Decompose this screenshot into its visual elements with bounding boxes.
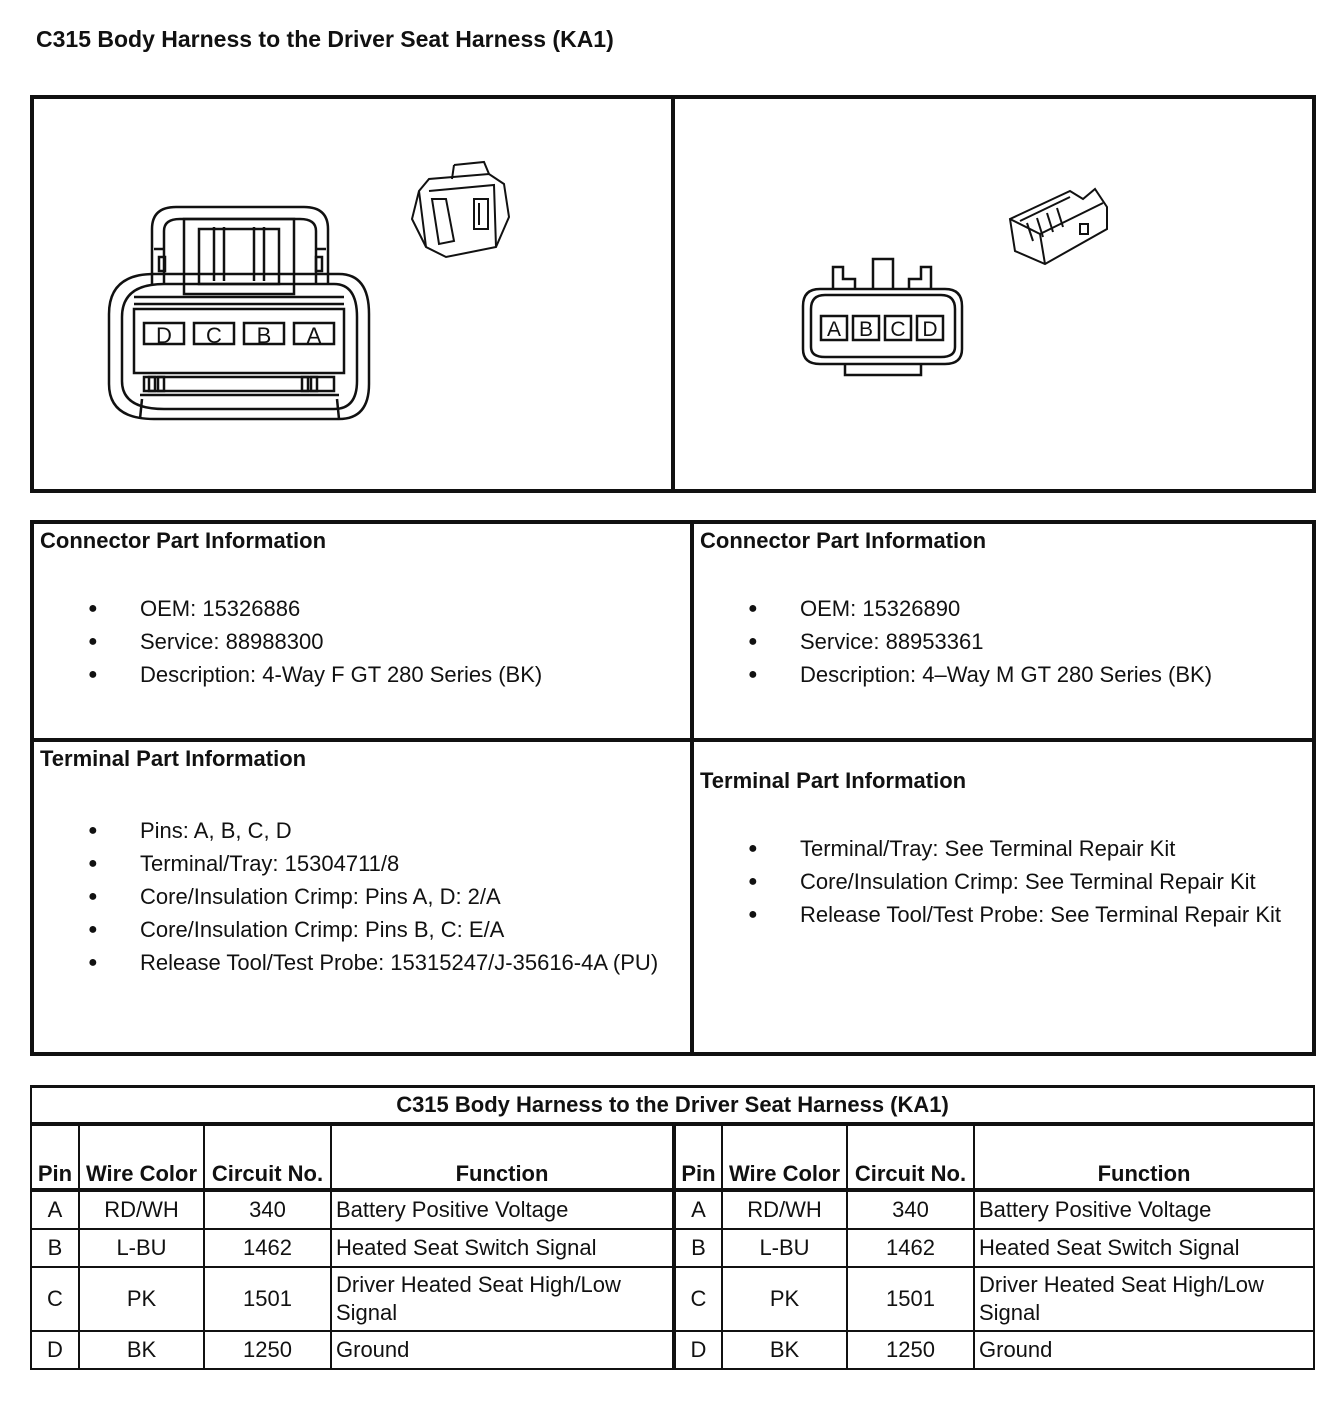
- function-cell: Battery Positive Voltage: [974, 1190, 1314, 1229]
- header-wire-color: Wire Color: [79, 1124, 204, 1190]
- header-pin: Pin: [674, 1124, 722, 1190]
- table-row: [31, 1190, 1314, 1229]
- male-pin-label: D: [922, 318, 938, 341]
- terminal-info-right: [690, 738, 1312, 1052]
- wire-color-cell: BK: [722, 1331, 847, 1369]
- section-heading: Terminal Part Information: [700, 768, 967, 793]
- wire-color-cell: L-BU: [79, 1229, 204, 1267]
- list-item: ● Terminal/Tray: See Terminal Repair Kit: [800, 834, 1306, 863]
- circuit-cell: 340: [847, 1190, 974, 1229]
- function-cell: Ground: [331, 1331, 674, 1369]
- function-cell: Driver Heated Seat High/Low Signal: [974, 1267, 1314, 1331]
- info-list: [700, 834, 1306, 929]
- page-title: C315 Body Harness to the Driver Seat Harness (KA1): [36, 26, 614, 52]
- list-item: ● Terminal/Tray: 15304711/8: [140, 849, 684, 878]
- female-pin-labels: [34, 99, 670, 489]
- male-pin-label: A: [826, 318, 842, 341]
- header-circuit-no: Circuit No.: [847, 1124, 974, 1190]
- wire-color-cell: BK: [79, 1331, 204, 1369]
- pin-table: [30, 1085, 1315, 1370]
- wire-color-cell: RD/WH: [722, 1190, 847, 1229]
- header-function: Function: [331, 1124, 674, 1190]
- male-connector-panel: [671, 99, 1312, 489]
- function-cell: Ground: [974, 1331, 1314, 1369]
- function-cell: Heated Seat Switch Signal: [974, 1229, 1314, 1267]
- list-item: ● Service: 88953361: [800, 627, 1306, 656]
- section-heading: Connector Part Information: [40, 528, 327, 553]
- pin-cell: D: [31, 1331, 79, 1369]
- male-pin-label: C: [890, 318, 906, 341]
- circuit-cell: 1501: [847, 1267, 974, 1331]
- pin-cell: B: [31, 1229, 79, 1267]
- list-item: ● Description: 4-Way F GT 280 Series (BK): [140, 660, 684, 689]
- male-pin-labels: [675, 99, 1313, 489]
- list-item: ● Core/Insulation Crimp: Pins A, D: 2/A: [140, 882, 684, 911]
- function-cell: Battery Positive Voltage: [331, 1190, 674, 1229]
- table-row: [31, 1331, 1314, 1369]
- wire-color-cell: PK: [79, 1267, 204, 1331]
- female-pin-label: A: [306, 323, 322, 348]
- pin-cell: D: [674, 1331, 722, 1369]
- header-function: Function: [974, 1124, 1314, 1190]
- table-row: [31, 1267, 1314, 1331]
- pin-cell: B: [674, 1229, 722, 1267]
- male-pin-label: B: [858, 318, 874, 341]
- list-item: ● Core/Insulation Crimp: Pins B, C: E/A: [140, 915, 684, 944]
- info-list: [40, 816, 684, 977]
- connector-info-left: [34, 524, 690, 738]
- connector-diagram: [30, 95, 1316, 493]
- pin-cell: A: [31, 1190, 79, 1229]
- info-list: [40, 594, 684, 689]
- circuit-cell: 1501: [204, 1267, 331, 1331]
- circuit-cell: 1250: [847, 1331, 974, 1369]
- female-pin-label: C: [206, 323, 222, 348]
- pin-cell: C: [674, 1267, 722, 1331]
- circuit-cell: 340: [204, 1190, 331, 1229]
- list-item: ● Description: 4–Way M GT 280 Series (BK): [800, 660, 1306, 689]
- pin-cell: A: [674, 1190, 722, 1229]
- wire-color-cell: RD/WH: [79, 1190, 204, 1229]
- header-circuit-no: Circuit No.: [204, 1124, 331, 1190]
- pin-cell: C: [31, 1267, 79, 1331]
- function-cell: Driver Heated Seat High/Low Signal: [331, 1267, 674, 1331]
- info-list: [700, 594, 1306, 689]
- circuit-cell: 1462: [204, 1229, 331, 1267]
- header-wire-color: Wire Color: [722, 1124, 847, 1190]
- list-item: ● Release Tool/Test Probe: See Terminal Repair Kit: [800, 900, 1306, 929]
- female-connector-panel: [34, 99, 671, 489]
- table-caption: C315 Body Harness to the Driver Seat Harness (KA1): [31, 1087, 1314, 1125]
- female-pin-label: B: [256, 323, 272, 348]
- connector-info-right: [690, 524, 1312, 738]
- list-item: ● Pins: A, B, C, D: [140, 816, 684, 845]
- circuit-cell: 1250: [204, 1331, 331, 1369]
- section-heading: Connector Part Information: [700, 528, 987, 553]
- list-item: ● Release Tool/Test Probe: 15315247/J-35616-4A (PU): [140, 948, 684, 977]
- female-pin-label: D: [156, 323, 172, 348]
- list-item: ● OEM: 15326890: [800, 594, 1306, 623]
- terminal-info-left: [34, 738, 690, 1052]
- list-item: ● OEM: 15326886: [140, 594, 684, 623]
- list-item: ● Service: 88988300: [140, 627, 684, 656]
- circuit-cell: 1462: [847, 1229, 974, 1267]
- list-item: ● Core/Insulation Crimp: See Terminal Repair Kit: [800, 867, 1306, 896]
- section-heading: Terminal Part Information: [40, 746, 307, 771]
- wire-color-cell: L-BU: [722, 1229, 847, 1267]
- wire-color-cell: PK: [722, 1267, 847, 1331]
- table-row: [31, 1229, 1314, 1267]
- function-cell: Heated Seat Switch Signal: [331, 1229, 674, 1267]
- header-pin: Pin: [31, 1124, 79, 1190]
- part-information-grid: [30, 520, 1316, 1056]
